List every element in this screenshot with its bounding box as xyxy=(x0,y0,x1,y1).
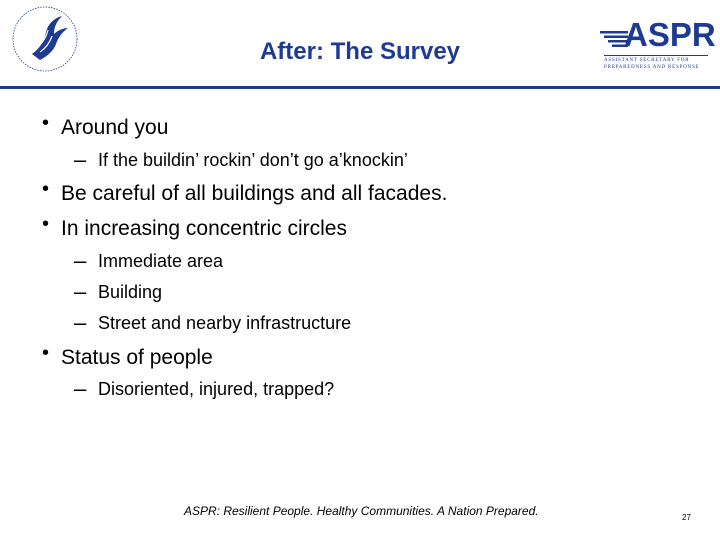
footer-tagline: ASPR: Resilient People. Healthy Communities. A Nation Prepared. xyxy=(184,504,539,518)
sub-bullet-dash: – xyxy=(74,248,87,273)
aspr-logo xyxy=(598,16,716,72)
page-number: 27 xyxy=(682,513,691,522)
sub-bullet-dash: – xyxy=(74,279,87,304)
sub-bullet-dash: – xyxy=(74,147,87,172)
sub-bullet-text: Disoriented, injured, trapped? xyxy=(98,379,335,399)
bullet-dot: • xyxy=(42,213,50,235)
sub-bullet-text: If the buildin’ rockin’ don’t go a’knockin’ xyxy=(98,150,408,170)
sub-bullet-text: Street and nearby infrastructure xyxy=(98,313,352,333)
bullet-text: In increasing concentric circles xyxy=(61,217,347,240)
aspr-logo-rule xyxy=(604,55,708,56)
bullet-text: Around you xyxy=(61,116,169,139)
bullet-text: Be careful of all buildings and all facades. xyxy=(61,182,448,205)
bullet-dot: • xyxy=(42,112,50,134)
bullet-dot: • xyxy=(42,342,50,364)
sub-bullet-dash: – xyxy=(74,376,87,401)
slide-title: After: The Survey xyxy=(259,38,461,65)
aspr-wordmark: ASPR xyxy=(624,16,716,53)
bullet-dot: • xyxy=(42,178,50,200)
header-rule xyxy=(0,86,720,89)
bullet-text: Status of people xyxy=(61,346,213,369)
sub-bullet-dash: – xyxy=(74,310,87,335)
sub-bullet-text: Immediate area xyxy=(98,251,224,271)
aspr-subtitle-1: ASSISTANT SECRETARY FOR xyxy=(604,58,690,63)
aspr-subtitle-2: PREPAREDNESS AND RESPONSE xyxy=(604,65,700,70)
sub-bullet-text: Building xyxy=(98,282,163,302)
